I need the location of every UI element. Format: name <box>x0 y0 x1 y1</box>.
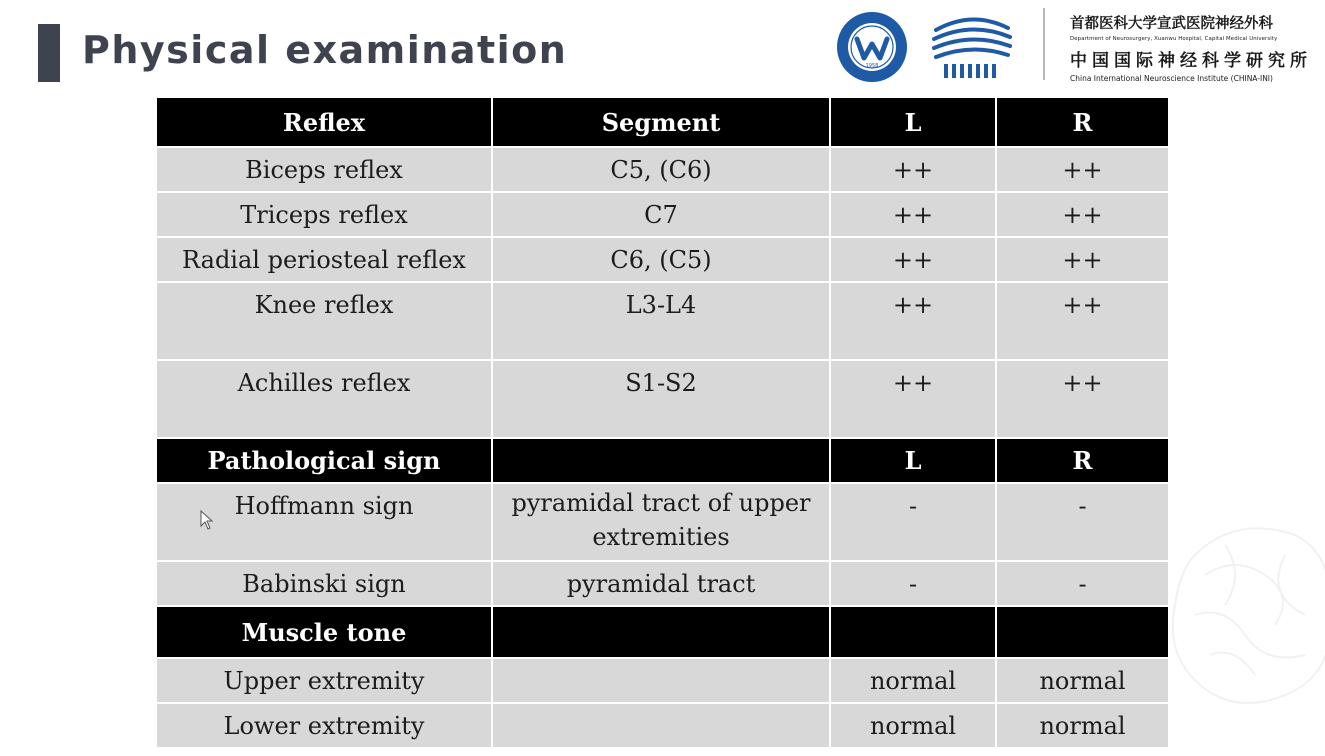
reflex-left: ++ <box>830 147 996 192</box>
table-row <box>156 658 1169 703</box>
header-left: L <box>830 97 996 147</box>
reflex-name: Biceps reflex <box>156 147 492 192</box>
title-accent-bar <box>38 24 60 82</box>
header-pathological-blank <box>492 438 830 483</box>
header-divider <box>1043 8 1045 80</box>
tone-left: normal <box>830 658 996 703</box>
reflex-right: ++ <box>996 282 1169 360</box>
header-muscle-blank <box>492 606 830 658</box>
sign-left: - <box>830 561 996 606</box>
header-right: R <box>996 97 1169 147</box>
hospital-logo <box>930 10 1014 82</box>
reflex-segment: S1-S2 <box>492 360 830 438</box>
sign-right: - <box>996 561 1169 606</box>
tone-name: Lower extremity <box>156 703 492 748</box>
table-row <box>156 703 1169 748</box>
reflex-name: Achilles reflex <box>156 360 492 438</box>
department-name-cn: 首都医科大学宣武医院神经外科 <box>1070 16 1273 32</box>
header-segment: Segment <box>492 97 830 147</box>
sign-segment: pyramidal tract of upper extremities <box>492 483 830 561</box>
physical-exam-table <box>155 96 1170 749</box>
tone-segment <box>492 703 830 748</box>
reflex-right: ++ <box>996 147 1169 192</box>
tone-left: normal <box>830 703 996 748</box>
mouse-cursor-icon <box>200 510 214 530</box>
institution-block <box>1070 12 1320 83</box>
reflex-name: Radial periosteal reflex <box>156 237 492 282</box>
table-row <box>156 237 1169 282</box>
header-muscle-right <box>996 606 1169 658</box>
header-pathological-left: L <box>830 438 996 483</box>
table-row <box>156 561 1169 606</box>
reflex-left: ++ <box>830 282 996 360</box>
tone-right: normal <box>996 703 1169 748</box>
header-muscle-tone: Muscle tone <box>156 606 492 658</box>
reflex-name: Knee reflex <box>156 282 492 360</box>
table-row <box>156 360 1169 438</box>
logo-year: 1958 <box>865 63 879 69</box>
reflex-name: Triceps reflex <box>156 192 492 237</box>
header-pathological-sign: Pathological sign <box>156 438 492 483</box>
table-row <box>156 282 1169 360</box>
header-pathological-right: R <box>996 438 1169 483</box>
table-row <box>156 147 1169 192</box>
reflex-right: ++ <box>996 360 1169 438</box>
institute-name-cn: 中国国际神经科学研究所 <box>1070 51 1312 71</box>
sign-name: Hoffmann sign <box>156 483 492 561</box>
tone-right: normal <box>996 658 1169 703</box>
reflex-right: ++ <box>996 192 1169 237</box>
sign-right: - <box>996 483 1169 561</box>
reflex-left: ++ <box>830 237 996 282</box>
reflex-right: ++ <box>996 237 1169 282</box>
tone-segment <box>492 658 830 703</box>
table-row <box>156 483 1169 561</box>
brain-watermark-icon <box>1165 515 1325 715</box>
reflex-segment: L3-L4 <box>492 282 830 360</box>
sign-segment: pyramidal tract <box>492 561 830 606</box>
muscle-tone-header-row <box>156 606 1169 658</box>
reflex-left: ++ <box>830 360 996 438</box>
header-reflex: Reflex <box>156 97 492 147</box>
sign-left: - <box>830 483 996 561</box>
reflex-segment: C6, (C5) <box>492 237 830 282</box>
institute-name-en: China International Neuroscience Institute (CHINA-INI) <box>1070 74 1273 83</box>
header-muscle-left <box>830 606 996 658</box>
department-name-en: Department of Neurosurgery, Xuanwu Hospital, Capital Medical University <box>1070 36 1278 42</box>
pathological-header-row <box>156 438 1169 483</box>
tone-name: Upper extremity <box>156 658 492 703</box>
reflex-segment: C5, (C6) <box>492 147 830 192</box>
slide-title: Physical examination <box>82 28 568 72</box>
university-seal-logo <box>835 10 909 84</box>
reflex-segment: C7 <box>492 192 830 237</box>
reflex-left: ++ <box>830 192 996 237</box>
sign-name: Babinski sign <box>156 561 492 606</box>
reflex-header-row <box>156 97 1169 147</box>
table-row <box>156 192 1169 237</box>
